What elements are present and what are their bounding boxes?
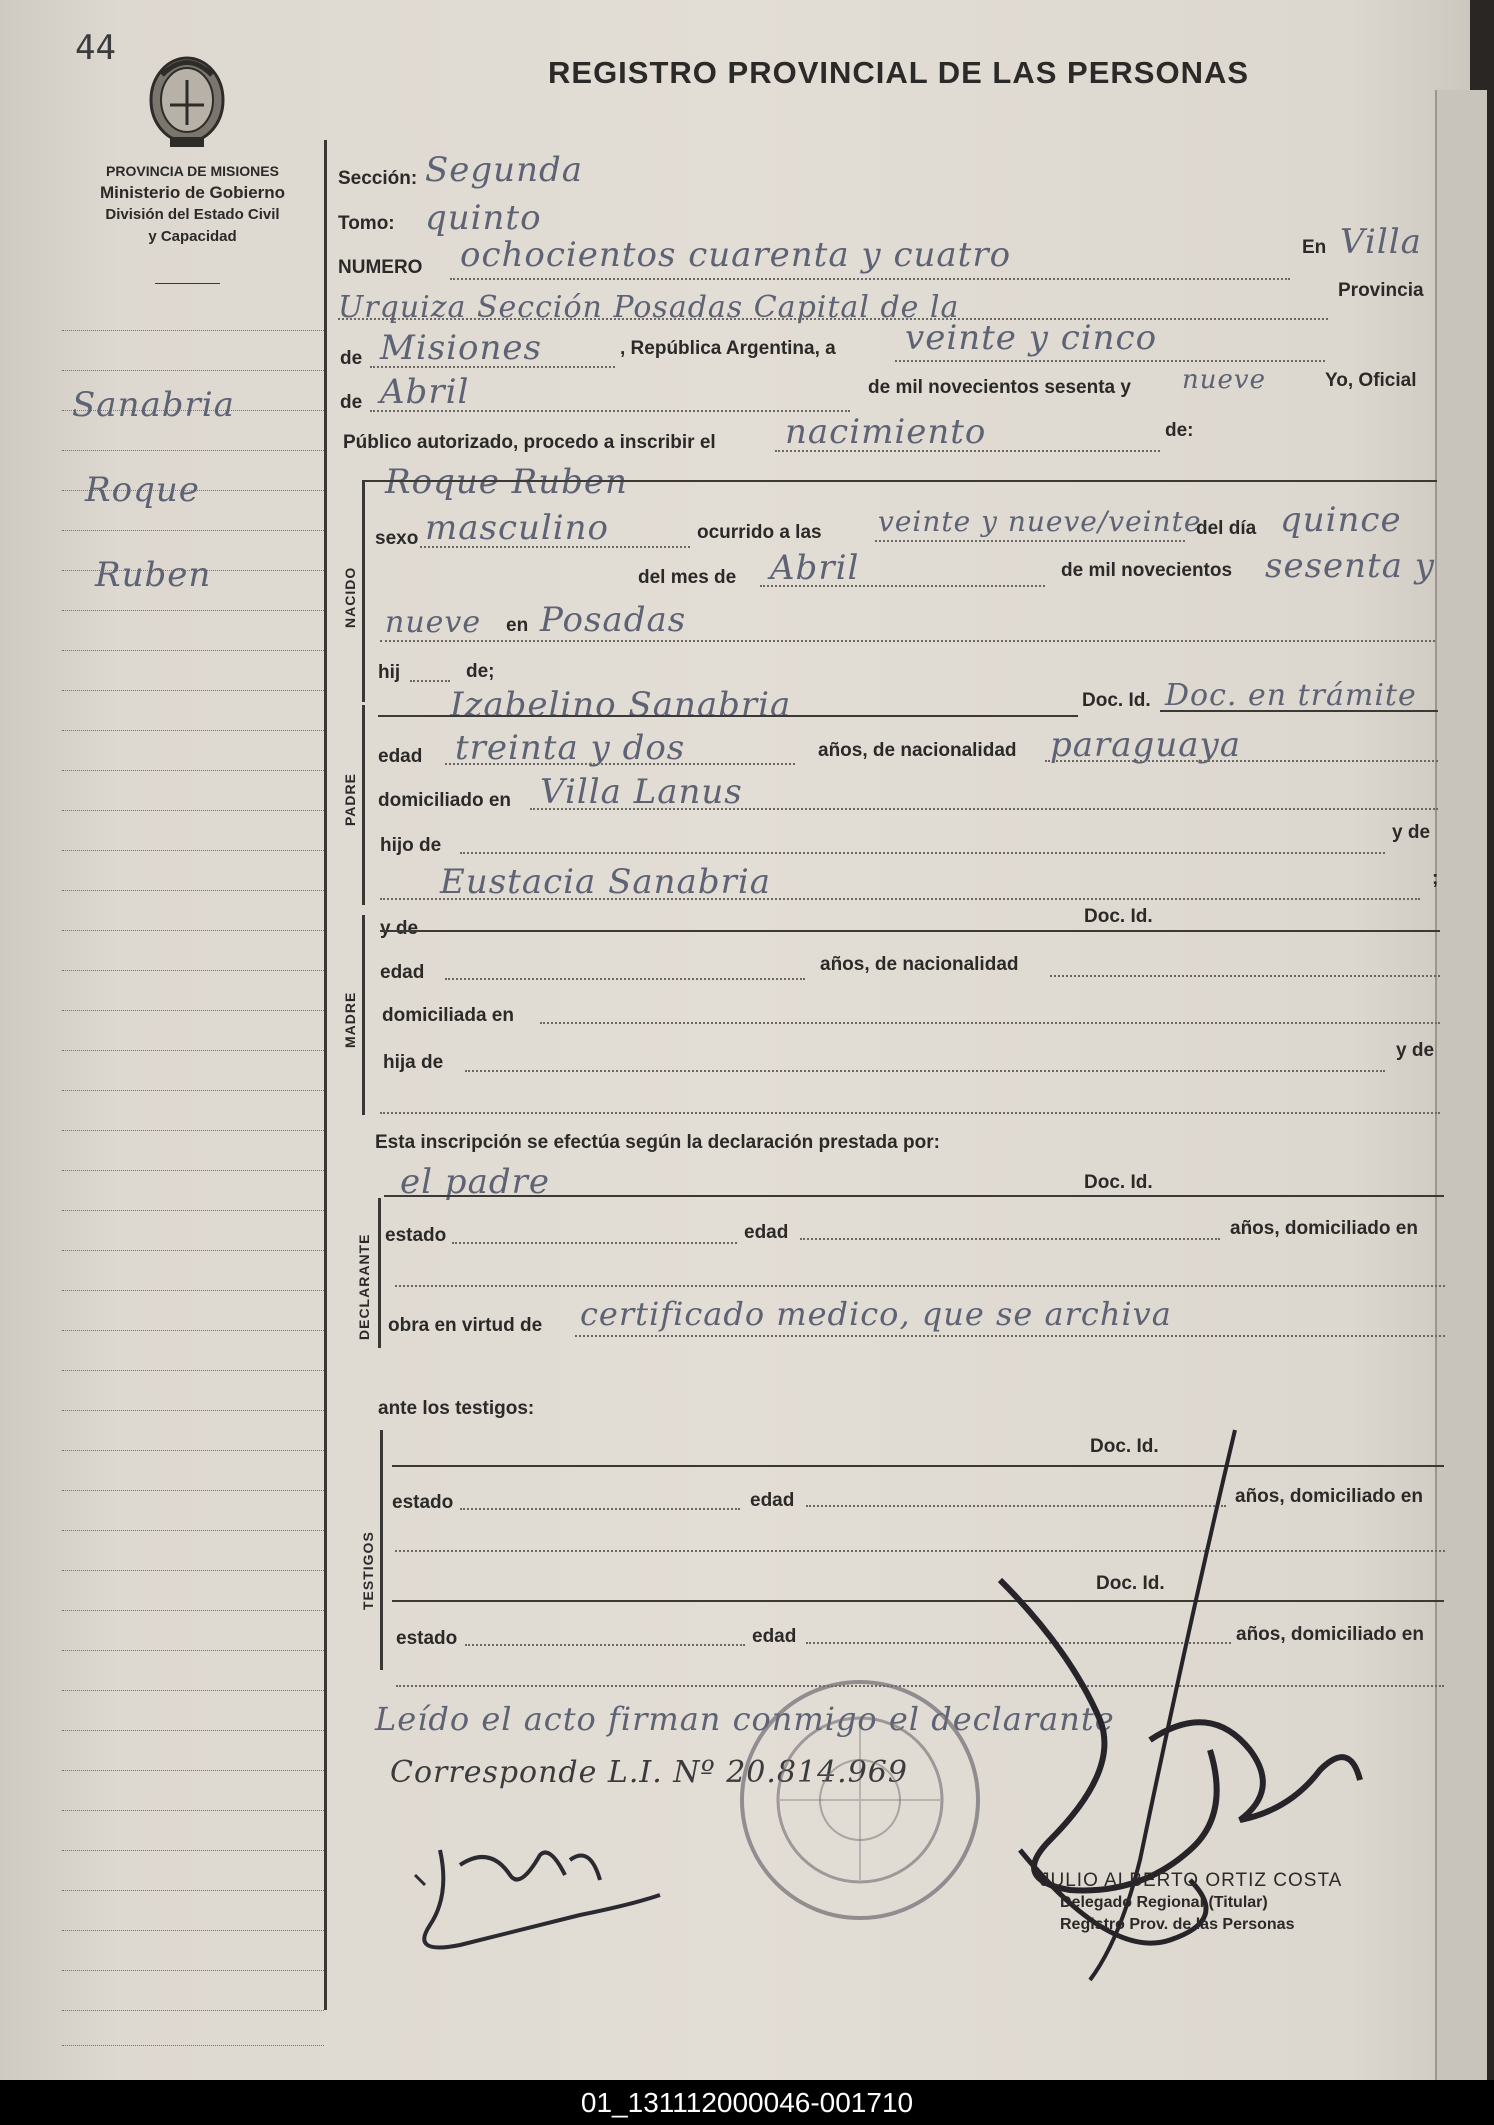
official-role: Delegado Regional (Titular)	[1060, 1894, 1268, 1911]
en-label: En	[1302, 237, 1327, 258]
dia-value: veinte y cinco	[905, 318, 1158, 358]
de-label: de	[340, 348, 363, 369]
ruled-line	[62, 1170, 324, 1171]
leido-value: Leído el acto firman conmigo el declarante	[375, 1700, 1115, 1738]
ruled-line	[62, 930, 324, 931]
testigo2-estado-rule	[465, 1644, 745, 1646]
ruled-line	[62, 890, 324, 891]
en-lugar-label: en	[506, 615, 529, 636]
madre-padre-rule	[380, 898, 1420, 900]
declarante-dom-rule	[395, 1285, 1445, 1287]
ruled-line	[62, 1970, 324, 1971]
ruled-line	[62, 1050, 324, 1051]
ruled-line	[62, 1330, 324, 1331]
semicolon-label: ;	[1432, 868, 1439, 889]
numero-label: NUMERO	[338, 257, 423, 278]
obra-value: certificado medico, que se archiva	[580, 1295, 1172, 1333]
declarante-estado-rule	[452, 1242, 737, 1244]
provincia-rule	[370, 366, 615, 368]
padre-nombre-rule	[378, 715, 1078, 717]
madre-doc-label: Doc. Id.	[1084, 906, 1153, 927]
padre-doc-label: Doc. Id.	[1082, 690, 1151, 711]
madre-y-de-label: y de	[380, 918, 419, 939]
hij-label: hij	[378, 662, 401, 683]
nombre-rule	[362, 480, 1437, 482]
ruled-line	[62, 770, 324, 771]
en-value: Villa	[1340, 222, 1422, 262]
ruled-line	[62, 1250, 324, 1251]
declarante-doc-label: Doc. Id.	[1084, 1172, 1153, 1193]
ruled-line	[62, 450, 324, 451]
official-name: JULIO ALBERTO ORTIZ COSTA	[1040, 1870, 1343, 1891]
testigo1-anos-label: años, domiciliado en	[1235, 1486, 1423, 1507]
yo-oficial-label: Yo, Oficial	[1325, 370, 1417, 391]
page-edge	[1435, 90, 1487, 2080]
place-line-2: Urquiza Sección Posadas Capital de la	[338, 290, 960, 325]
ruled-line	[62, 1570, 324, 1571]
seccion-label: Sección:	[338, 168, 418, 189]
testigo2-doc-label: Doc. Id.	[1096, 1573, 1165, 1594]
publico-label: Público autorizado, procedo a inscribir el	[343, 432, 716, 453]
ruled-line	[62, 1450, 324, 1451]
ruled-line	[62, 1490, 324, 1491]
official-office: Registro Prov. de las Personas	[1060, 1916, 1295, 1933]
del-dia-label: del día	[1196, 518, 1257, 539]
ruled-line	[62, 1130, 324, 1131]
padre-nac-rule	[1045, 760, 1438, 762]
ruled-line	[62, 530, 324, 531]
padre-dom-rule	[530, 808, 1438, 810]
ruled-line	[62, 1690, 324, 1691]
republica-label: , República Argentina, a	[620, 338, 836, 359]
ruled-line	[62, 1370, 324, 1371]
mes-nac-value: Abril	[770, 548, 860, 588]
anio-nac-value: sesenta y	[1265, 546, 1435, 586]
issuer-division: División del Estado Civil	[105, 206, 280, 223]
ruled-line	[62, 810, 324, 811]
padre-y-de-label: y de	[1392, 822, 1431, 843]
ruled-line	[62, 1770, 324, 1771]
hora-value: veinte y nueve/veinte	[878, 505, 1202, 538]
issuer-capacity: y Capacidad	[148, 228, 237, 245]
padre-dom-value: Villa Lanus	[540, 772, 743, 812]
testigos-label: ante los testigos:	[378, 1398, 535, 1419]
testigo2-estado-label: estado	[396, 1628, 458, 1649]
obra-label: obra en virtud de	[388, 1315, 543, 1336]
ruled-line	[62, 1610, 324, 1611]
madre-dom-rule	[540, 1022, 1440, 1024]
testigo1-estado-label: estado	[392, 1492, 454, 1513]
declarante-estado-label: estado	[385, 1225, 447, 1246]
inscripcion-label: Esta inscripción se efectúa según la declaración prestada por:	[375, 1132, 940, 1153]
tomo-label: Tomo:	[338, 213, 395, 234]
mes-value: Abril	[380, 372, 470, 412]
madre-hija-rule	[465, 1070, 1385, 1072]
ruled-line	[62, 1650, 324, 1651]
document-title: REGISTRO PROVINCIAL DE LAS PERSONAS	[548, 55, 1250, 90]
padre-edad-label: edad	[378, 746, 423, 767]
seccion-value: Segunda	[425, 150, 584, 190]
hora-rule	[875, 540, 1185, 542]
ruled-line	[62, 1210, 324, 1211]
madre-hija-label: hija de	[383, 1052, 444, 1073]
issuer-ministry: Ministerio de Gobierno	[99, 183, 286, 202]
testigo1-doc-label: Doc. Id.	[1090, 1436, 1159, 1457]
testigo2-edad-label: edad	[752, 1626, 797, 1647]
anio-nac2-value: nueve	[385, 605, 482, 640]
ruled-line	[62, 850, 324, 851]
mes-nac-rule	[760, 585, 1045, 587]
testigo1-estado-rule	[460, 1508, 740, 1510]
sexo-rule	[420, 546, 690, 548]
ruled-line	[62, 970, 324, 971]
padre-side-label: PADRE	[342, 773, 358, 826]
margin-surname: Sanabria	[72, 385, 235, 425]
lugar-value: Posadas	[540, 600, 687, 640]
de-semi-label: de;	[466, 661, 495, 682]
issuer-province: PROVINCIA DE MISIONES	[106, 163, 279, 179]
testigo1-edad-label: edad	[750, 1490, 795, 1511]
padre-doc-value: Doc. en trámite	[1165, 678, 1417, 713]
ruled-line	[62, 2010, 324, 2011]
ruled-line	[62, 650, 324, 651]
madre-bracket	[362, 915, 365, 1115]
declarante-edad-label: edad	[744, 1222, 789, 1243]
issuer-divider	[155, 283, 220, 284]
numero-value: ochocientos cuarenta y cuatro	[460, 235, 1012, 275]
del-mes-label: del mes de	[638, 567, 737, 588]
padre-bracket	[362, 705, 365, 905]
madre-nac-label: años, de nacionalidad	[820, 954, 1019, 975]
declarante-side-label: DECLARANTE	[356, 1233, 372, 1340]
padre-hijo-label: hijo de	[380, 835, 442, 856]
provincia-value: Misiones	[380, 328, 542, 368]
padre-doc-rule	[1160, 710, 1438, 712]
ruled-line	[62, 1930, 324, 1931]
madre-y-de2-label: y de	[1396, 1040, 1435, 1061]
declarante-anos-label: años, domiciliado en	[1230, 1218, 1418, 1239]
ocurrido-label: ocurrido a las	[697, 522, 822, 543]
nacido-bracket	[362, 482, 365, 702]
de2-label: de	[340, 392, 363, 413]
madre-side-label: MADRE	[342, 991, 358, 1048]
mil-sesenta-label: de mil novecientos sesenta y	[868, 377, 1131, 398]
margin-name-1: Roque	[85, 470, 200, 510]
ruled-line	[62, 370, 324, 371]
declarante-value: el padre	[400, 1162, 550, 1202]
lugar-rule	[380, 640, 1435, 642]
ruled-line	[62, 330, 324, 331]
main-vertical-rule	[324, 140, 327, 2010]
ruled-line	[62, 1010, 324, 1011]
padre-nac-value: paraguaya	[1050, 725, 1241, 765]
place-line-2-rule	[338, 318, 1328, 320]
archive-id-footer: 01_131112000046-001710	[0, 2080, 1494, 2125]
inscribir-rule	[775, 450, 1160, 452]
issuer-block	[60, 160, 325, 248]
padre-dom-label: domiciliado en	[378, 790, 512, 811]
margin-name-2: Ruben	[95, 555, 212, 595]
padre-hijo-rule	[460, 852, 1385, 854]
obra-rule	[575, 1335, 1445, 1337]
madre-dom-label: domiciliada en	[382, 1005, 514, 1026]
ruled-line	[62, 1090, 324, 1091]
padre-edad-value: treinta y dos	[455, 728, 686, 768]
official-block	[1040, 1870, 1342, 1936]
testigos-bracket	[380, 1430, 383, 1670]
corresponde-value: Corresponde L.I. Nº 20.814.969	[390, 1755, 908, 1790]
padre-nac-label: años, de nacionalidad	[818, 740, 1017, 761]
declarante-rule	[384, 1195, 1444, 1197]
official-seal-icon	[730, 1670, 990, 1930]
declarant-signature-icon	[400, 1835, 680, 1965]
testigo2-anos-label: años, domiciliado en	[1236, 1624, 1424, 1645]
inscribir-value: nacimiento	[785, 412, 987, 452]
dia-nac-value: quince	[1280, 500, 1402, 540]
ruled-line	[62, 2045, 324, 2046]
mes-rule	[370, 410, 850, 412]
mil-novecientos-label: de mil novecientos	[1061, 560, 1233, 581]
madre-extra-rule	[380, 1112, 1440, 1114]
hij-rule	[410, 680, 450, 682]
ruled-line	[62, 730, 324, 731]
ruled-line	[62, 1890, 324, 1891]
padre-nombre-value: Izabelino Sanabria	[450, 685, 792, 725]
ruled-line	[62, 1410, 324, 1411]
madre-edad-rule	[445, 978, 805, 980]
ruled-line	[62, 610, 324, 611]
padre-edad-rule	[445, 763, 795, 765]
page-number: 44	[75, 28, 116, 68]
sexo-value: masculino	[425, 508, 610, 548]
anio-value: nueve	[1182, 365, 1266, 395]
madre-nombre-rule	[380, 930, 1440, 932]
ruled-line	[62, 690, 324, 691]
provincia-label: Provincia	[1338, 280, 1424, 301]
nacido-side-label: NACIDO	[342, 566, 358, 628]
nombre-value: Roque Ruben	[385, 462, 628, 502]
sexo-label: sexo	[375, 528, 419, 549]
numero-line	[450, 278, 1290, 280]
madre-nac-rule	[1050, 975, 1440, 977]
declarante-bracket	[378, 1198, 381, 1348]
de-colon-label: de:	[1165, 420, 1194, 441]
declarante-edad-rule	[800, 1238, 1220, 1240]
ruled-line	[62, 1850, 324, 1851]
coat-of-arms-icon	[140, 45, 235, 150]
ruled-line	[62, 1530, 324, 1531]
madre-edad-label: edad	[380, 962, 425, 983]
testigos-side-label: TESTIGOS	[360, 1531, 376, 1610]
ruled-line	[62, 1810, 324, 1811]
madre-padre-value: Eustacia Sanabria	[440, 862, 771, 902]
ruled-line	[62, 1730, 324, 1731]
tomo-value: quinto	[425, 198, 542, 238]
ruled-line	[62, 1290, 324, 1291]
dia-rule	[895, 360, 1325, 362]
